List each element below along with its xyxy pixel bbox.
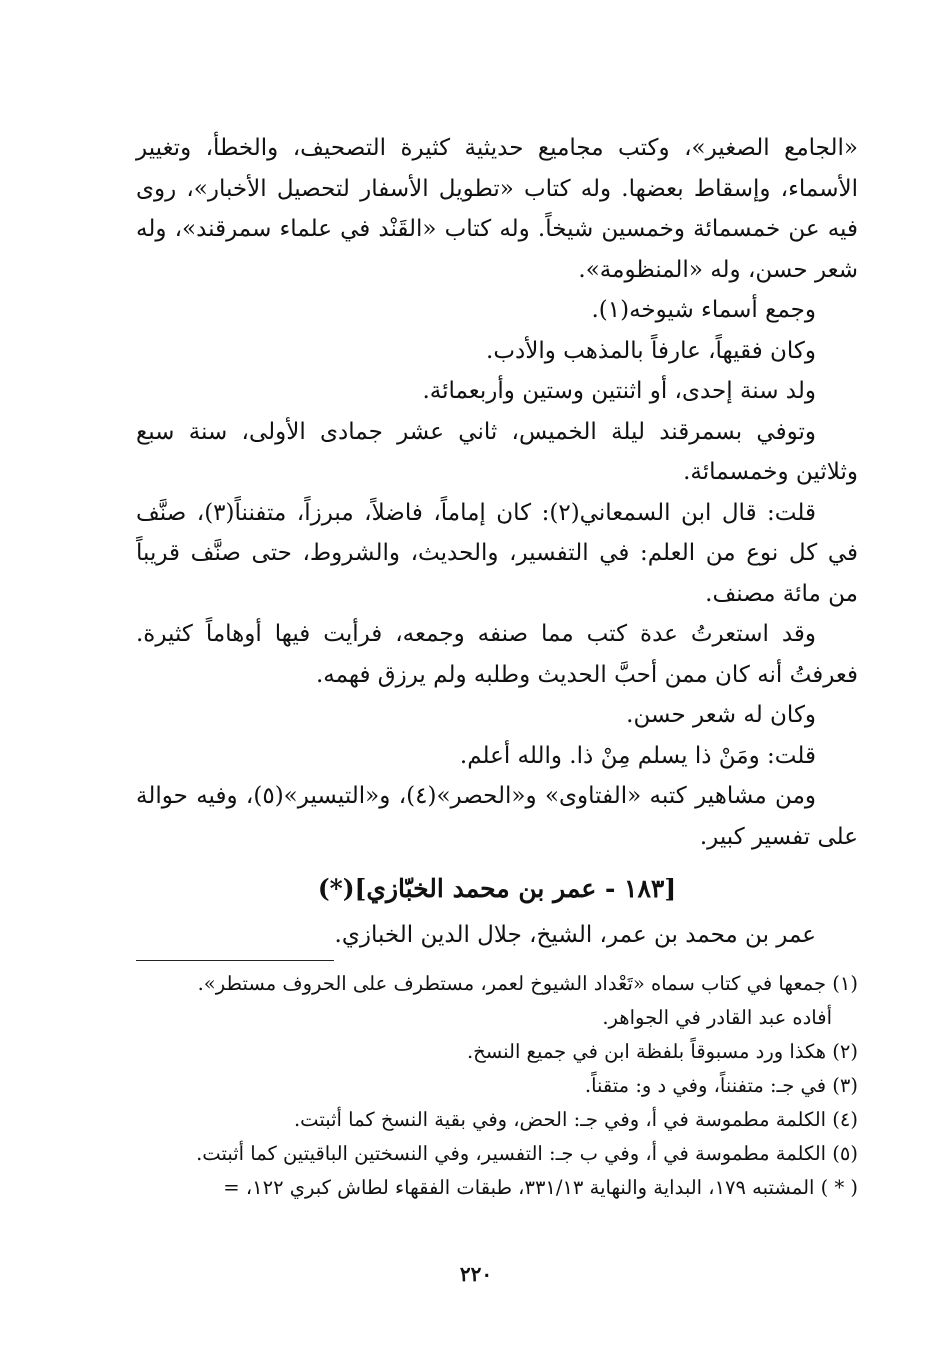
page-number: ٢٢٠ <box>459 1262 493 1286</box>
footnote-1-continuation: أفاده عبد القادر في الجواهر. <box>602 1005 832 1029</box>
paragraph-9: قلت: ومَنْ ذا يسلم مِنْ ذا. والله أعلم. <box>459 742 816 769</box>
paragraph-3: وكان فقيهاً، عارفاً بالمذهب والأدب. <box>486 337 816 364</box>
paragraph-2: وجمع أسماء شيوخه(١). <box>591 297 816 323</box>
footnote-4: (٤) الكلمة مطموسة في أ، وفي جـ: الحض، وفي بقية النسخ كما أثبتت. <box>293 1107 858 1131</box>
paragraph-1: «الجامع الصغير»، وكتب مجاميع حديثية كثيرة التصحيف، والخطأ، وتغيير الأسماء، وإسقاط بعضها. وله كتاب «تطويل الأسفار لتحصيل الأخبار»، روى فيه عن خمسمائة وخمسين شيخاً. وله كتاب «القَنْد في علماء سمرقند»، وله شعر حسن، وله «المنظومة». <box>136 135 858 283</box>
entry-line: عمر بن محمد بن عمر، الشيخ، جلال الدين الخبازي. <box>334 922 816 948</box>
footnote-star: ( * ) المشتبه ١٧٩، البداية والنهاية ٣٣١/١٣، طبقات الفقهاء لطاش كبري ١٢٢، = <box>223 1175 858 1199</box>
footnote-separator <box>136 960 334 961</box>
footnote-3: (٣) في جـ: متفنناً، وفي د و: متقناً. <box>584 1073 858 1097</box>
main-text <box>136 128 858 956</box>
page-body <box>136 128 858 1328</box>
paragraph-7: وقد استعرتُ عدة كتب مما صنفه وجمعه، فرأيت فيها أوهاماً كثيرة. فعرفتُ أنه كان ممن أحبَّ الحديث وطلبه ولم يرزق فهمه. <box>136 621 858 688</box>
paragraph-5: وتوفي بسمرقند ليلة الخميس، ثاني عشر جمادى الأولى، سنة سبع وثلاثين وخمسمائة. <box>136 418 858 485</box>
paragraph-10: ومن مشاهير كتبه «الفتاوى» و«الحصر»(٤)، و«التيسير»(٥)، وفيه حوالة على تفسير كبير. <box>136 783 858 850</box>
paragraph-8: وكان له شعر حسن. <box>626 702 816 728</box>
footnote-separator-wrap <box>136 960 858 961</box>
paragraph-4: ولد سنة إحدى، أو اثنتين وستين وأربعمائة. <box>422 378 816 404</box>
entry-heading: [١٨٣ - عمر بن محمد الخبّازي](*) <box>317 874 677 903</box>
footnotes <box>136 967 858 1205</box>
paragraph-6: قلت: قال ابن السمعاني(٢): كان إماماً، فاضلاً، مبرزاً، متفنناً(٣)، صنَّف في كل نوع من العلم: في التفسير، والحديث، والشروط، حتى صنَّف قريباً من مائة مصنف. <box>136 499 858 607</box>
footnote-2: (٢) هكذا ورد مسبوقاً بلفظة ابن في جميع النسخ. <box>466 1039 858 1063</box>
footnote-1: (١) جمعها في كتاب سماه «تَعْداد الشيوخ لعمر، مستطرف على الحروف مستطر». <box>197 971 858 995</box>
footnote-5: (٥) الكلمة مطموسة في أ، وفي ب جـ: التفسير، وفي النسختين الباقيتين كما أثبتت. <box>196 1141 858 1165</box>
